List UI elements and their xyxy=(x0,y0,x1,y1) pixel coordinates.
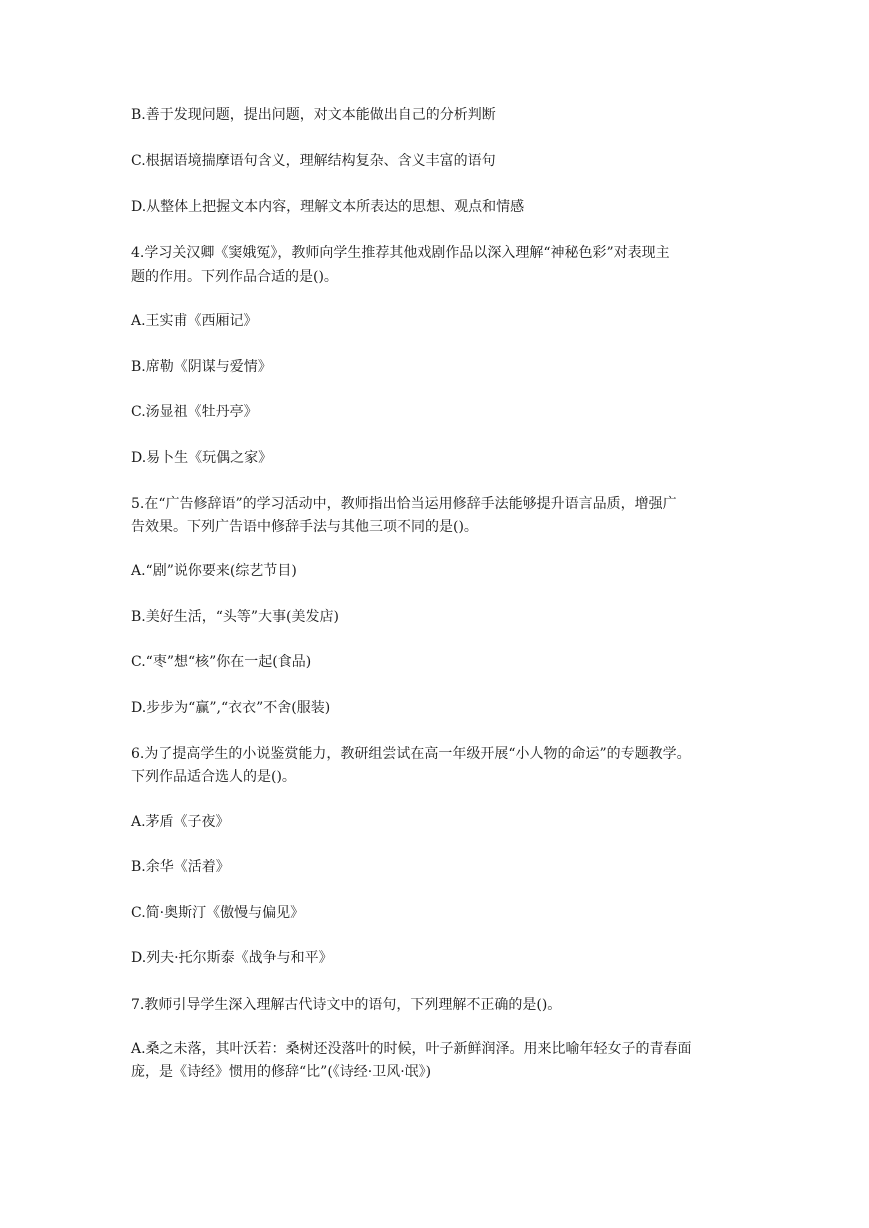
q6-option-d: D.列夫·托尔斯泰《战争与和平》 xyxy=(131,950,333,966)
q5-option-d: D.步步为“赢”,“衣衣”不舍(服装) xyxy=(131,700,331,716)
q6-option-a: A.茅盾《子夜》 xyxy=(131,814,230,830)
q5-stem-line-2: 告效果。下列广告语中修辞手法与其他三项不同的是()。 xyxy=(131,519,478,535)
q7-option-a-line-2: 庞，是《诗经》惯用的修辞“比”(《诗经·卫风·氓》) xyxy=(131,1064,432,1080)
q4-option-a: A.王实甫《西厢记》 xyxy=(131,313,258,329)
q4-stem-line-1: 4.学习关汉卿《窦娥冤》，教师向学生推荐其他戏剧作品以深入理解“神秘色彩”对表现主 xyxy=(131,245,670,261)
q4-option-b: B.席勒《阴谋与爱情》 xyxy=(131,359,272,375)
q5-option-c: C.“枣”想“核”你在一起(食品) xyxy=(131,654,312,670)
q3-option-c: C.根据语境揣摩语句含义，理解结构复杂、含义丰富的语句 xyxy=(131,153,496,169)
q3-option-b: B.善于发现问题，提出问题，对文本能做出自己的分析判断 xyxy=(131,107,496,123)
q4-option-c: C.汤显祖《牡丹亭》 xyxy=(131,404,258,420)
q5-option-a: A.“剧”说你要来(综艺节目) xyxy=(131,563,297,579)
q5-stem-line-1: 5.在“广告修辞语”的学习活动中，教师指出恰当运用修辞手法能够提升语言品质，增强广 xyxy=(131,496,677,512)
q6-stem-line-2: 下列作品适合选人的是()。 xyxy=(131,769,296,785)
q4-option-d: D.易卜生《玩偶之家》 xyxy=(131,450,273,466)
q7-option-a-line-1: A.桑之未落，其叶沃若：桑树还没落叶的时候，叶子新鲜润泽。用来比喻年轻女子的青春面 xyxy=(131,1041,692,1057)
q5-option-b: B.美好生活，“头等”大事(美发店) xyxy=(131,609,339,625)
q6-option-c: C.简·奥斯汀《傲慢与偏见》 xyxy=(131,905,305,921)
q7-stem: 7.教师引导学生深入理解古代诗文中的语句，下列理解不正确的是()。 xyxy=(131,997,562,1013)
q4-stem-line-2: 题的作用。下列作品合适的是()。 xyxy=(131,269,338,285)
q6-option-b: B.余华《活着》 xyxy=(131,859,230,875)
q3-option-d: D.从整体上把握文本内容，理解文本所表达的思想、观点和情感 xyxy=(131,199,525,215)
q6-stem-line-1: 6.为了提高学生的小说鉴赏能力，教研组尝试在高一年级开展“小人物的命运”的专题教学。 xyxy=(131,746,691,762)
